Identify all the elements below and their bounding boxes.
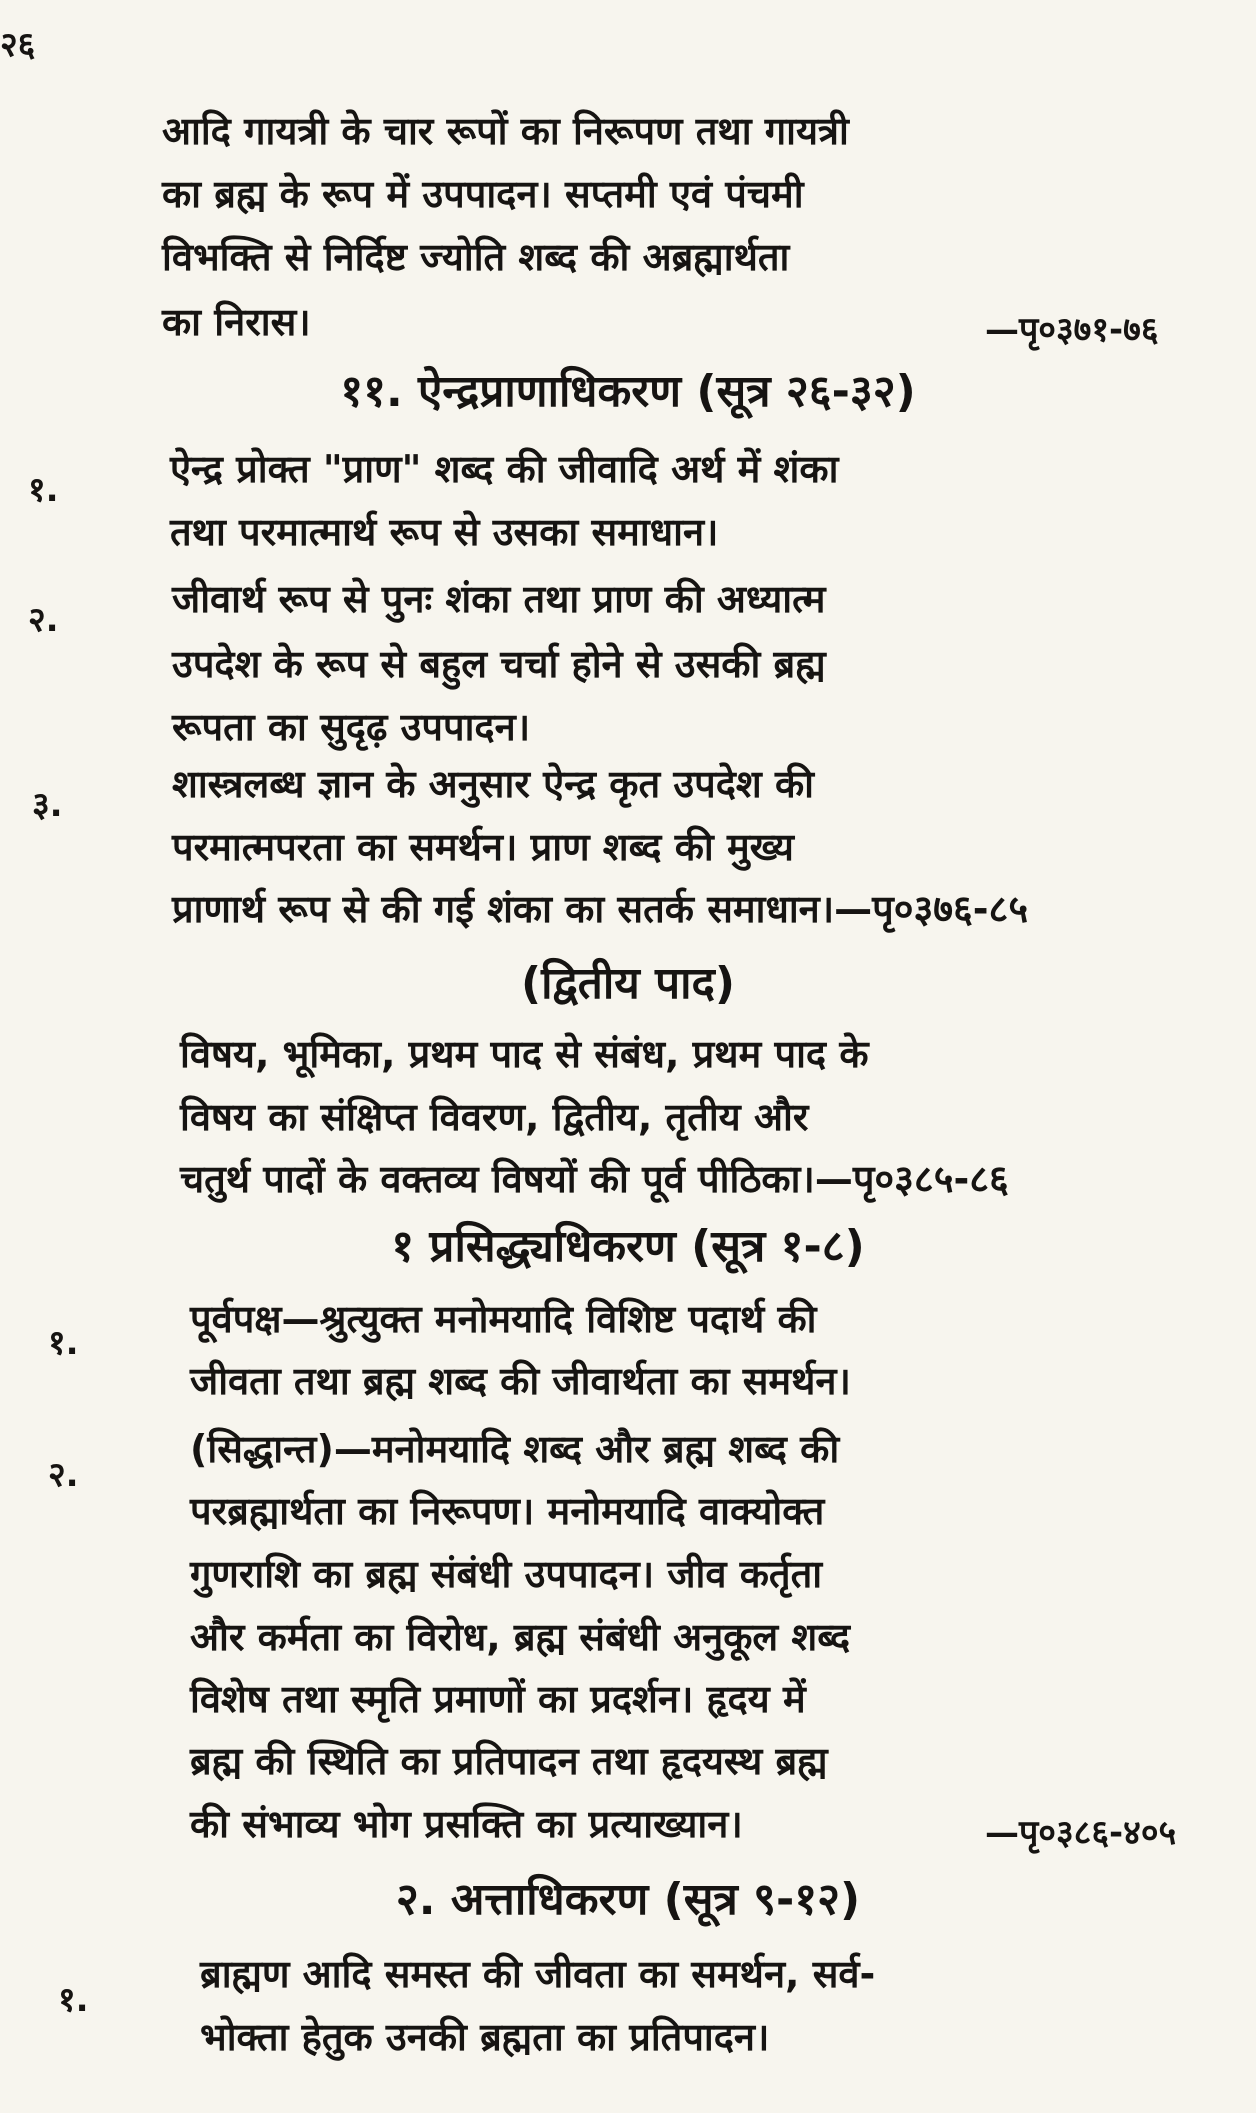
item-number: ३. [32, 785, 63, 825]
page-reference: —पृ०३८६-४०५ [985, 1813, 1177, 1853]
pada-line: चतुर्थ पादों के वक्तव्य विषयों की पूर्व पीठिका।—पृ०३८५-८६ [180, 1157, 1009, 1201]
item-line: (सिद्धान्त)—मनोमयादि शब्द और ब्रह्म शब्द की [190, 1427, 840, 1471]
item-line: जीवार्थ रूप से पुनः शंका तथा प्राण की अध्यात्म [172, 577, 826, 621]
pada-line: विषय, भूमिका, प्रथम पाद से संबंध, प्रथम पाद के [180, 1032, 869, 1076]
item-line: जीवता तथा ब्रह्म शब्द की जीवार्थता का समर्थन। [190, 1359, 851, 1403]
page-reference: —पृ०३७१-७६ [985, 310, 1159, 350]
item-line: प्राणार्थ रूप से की गई शंका का सतर्क समाधान।—पृ०३७६-८५ [172, 887, 1029, 931]
item-line: उपदेश के रूप से बहुल चर्चा होने से उसकी ब्रह्म [172, 642, 826, 686]
item-line: शास्त्रलब्ध ज्ञान के अनुसार ऐन्द्र कृत उपदेश की [172, 762, 815, 806]
section-heading: १ प्रसिद्ध्यधिकरण (सूत्र १-८) [391, 1221, 865, 1272]
item-line: विशेष तथा स्मृति प्रमाणों का प्रदर्शन। हृदय में [190, 1677, 806, 1721]
item-line: भोक्ता हेतुक उनकी ब्रह्मता का प्रतिपादन। [200, 2015, 770, 2059]
item-number: २. [28, 600, 59, 640]
page-number: २६ [0, 25, 36, 65]
section-heading: २. अत्ताधिकरण (सूत्र ९-१२) [395, 1874, 861, 1925]
intro-line: आदि गायत्री के चार रूपों का निरूपण तथा गायत्री [162, 109, 849, 153]
intro-line: का ब्रह्म के रूप में उपपादन। सप्तमी एवं पंचमी [162, 172, 804, 216]
item-line: तथा परमात्मार्थ रूप से उसका समाधान। [170, 510, 719, 554]
item-line: परब्रह्मार्थता का निरूपण। मनोमयादि वाक्योक्त [190, 1489, 825, 1533]
pada-line: विषय का संक्षिप्त विवरण, द्वितीय, तृतीय और [180, 1095, 809, 1139]
item-line: गुणराशि का ब्रह्म संबंधी उपपादन। जीव कर्तृता [190, 1552, 823, 1596]
section-heading: ११. ऐन्द्रप्राणाधिकरण (सूत्र २६-३२) [340, 366, 916, 417]
intro-line: का निरास। [162, 300, 311, 344]
item-number: १. [58, 1980, 89, 2020]
item-line: और कर्मता का विरोध, ब्रह्म संबंधी अनुकूल शब्द [190, 1615, 851, 1659]
item-line: ब्राह्मण आदि समस्त की जीवता का समर्थन, सर्व- [200, 1952, 876, 1996]
pada-heading: (द्वितीय पाद) [521, 958, 735, 1009]
intro-line: विभक्ति से निर्दिष्ट ज्योति शब्द की अब्रह्मार्थता [162, 235, 790, 279]
item-line: रूपता का सुदृढ़ उपपादन। [172, 705, 531, 749]
item-line: की संभाव्य भोग प्रसक्ति का प्रत्याख्यान। [190, 1802, 743, 1846]
item-line: परमात्मपरता का समर्थन। प्राण शब्द की मुख्य [172, 825, 794, 869]
item-line: पूर्वपक्ष—श्रुत्युक्त मनोमयादि विशिष्ट पदार्थ की [190, 1297, 817, 1341]
item-line: ऐन्द्र प्रोक्त "प्राण" शब्द की जीवादि अर्थ में शंका [170, 447, 839, 491]
item-line: ब्रह्म की स्थिति का प्रतिपादन तथा हृदयस्थ ब्रह्म [190, 1739, 828, 1783]
item-number: २. [48, 1455, 79, 1495]
item-number: १. [48, 1323, 79, 1363]
item-number: १. [28, 470, 59, 510]
